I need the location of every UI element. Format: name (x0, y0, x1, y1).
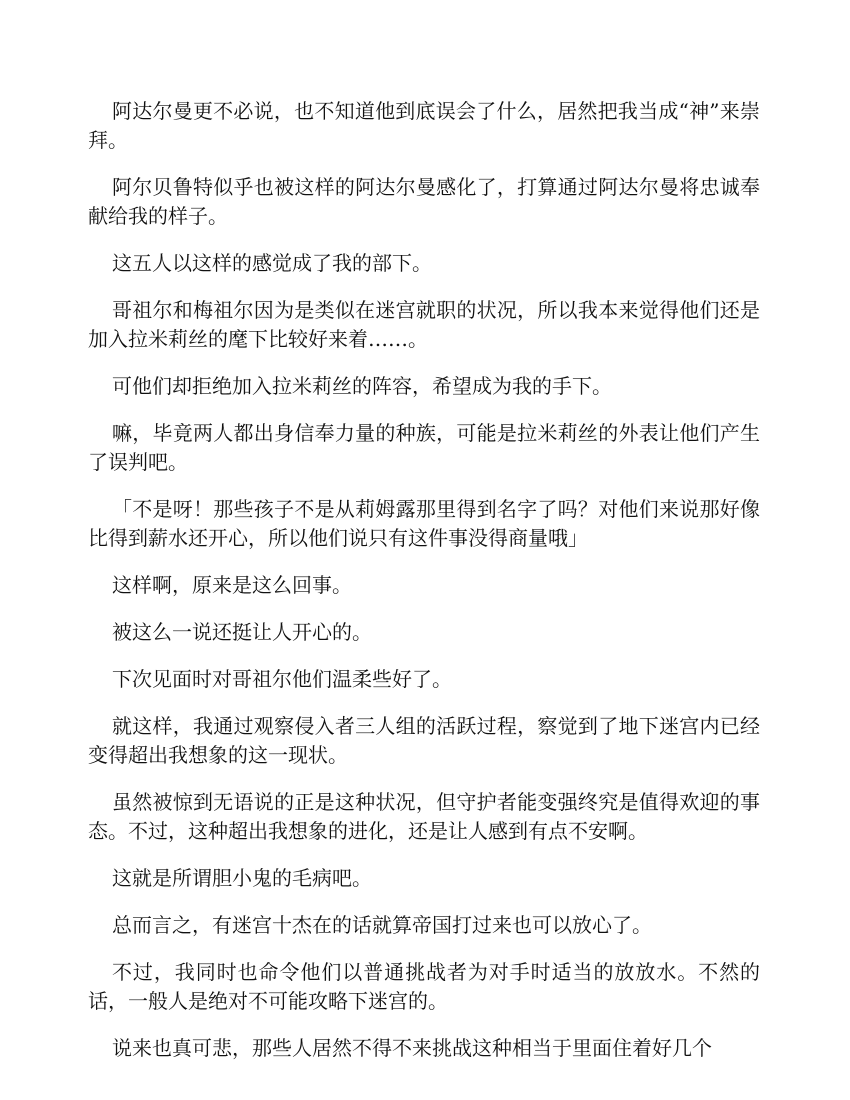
paragraph: 不过，我同时也命令他们以普通挑战者为对手时适当的放放水。不然的话，一般人是绝对不可能攻略下迷宫的。 (88, 960, 760, 1013)
paragraph: 哥祖尔和梅祖尔因为是类似在迷宫就职的状况，所以我本来觉得他们还是加入拉米莉丝的麾下比较好来着……。 (88, 298, 760, 351)
paragraph: 嘛，毕竟两人都出身信奉力量的种族，可能是拉米莉丝的外表让他们产生了误判吧。 (88, 421, 760, 474)
paragraph: 就这样，我通过观察侵入者三人组的活跃过程，察觉到了地下迷宫内已经变得超出我想象的这一现状。 (88, 714, 760, 767)
paragraph: 这五人以这样的感觉成了我的部下。 (112, 251, 432, 275)
paragraph: 可他们却拒绝加入拉米莉丝的阵容，希望成为我的手下。 (112, 374, 612, 398)
document-body (88, 97, 760, 1081)
paragraph: 说来也真可悲，那些人居然不得不来挑战这种相当于里面住着好几个 (112, 1036, 712, 1060)
paragraph: 「不是呀！那些孩子不是从莉姆露那里得到名字了吗？对他们来说那好像比得到薪水还开心，所以他们说只有这件事没得商量哦」 (88, 497, 760, 550)
paragraph: 阿尔贝鲁特似乎也被这样的阿达尔曼感化了，打算通过阿达尔曼将忠诚奉献给我的样子。 (88, 175, 760, 228)
paragraph: 这就是所谓胆小鬼的毛病吧。 (112, 866, 372, 890)
paragraph: 虽然被惊到无语说的正是这种状况，但守护者能变强终究是值得欢迎的事态。不过，这种超出我想象的进化，还是让人感到有点不安啊。 (88, 790, 760, 843)
paragraph: 被这么一说还挺让人开心的。 (112, 620, 372, 644)
paragraph: 这样啊，原来是这么回事。 (112, 573, 352, 597)
paragraph: 下次见面时对哥祖尔他们温柔些好了。 (112, 667, 452, 691)
paragraph: 总而言之，有迷宫十杰在的话就算帝国打过来也可以放心了。 (112, 913, 652, 937)
paragraph: 阿达尔曼更不必说，也不知道他到底误会了什么，居然把我当成“神”来崇拜。 (88, 99, 760, 152)
